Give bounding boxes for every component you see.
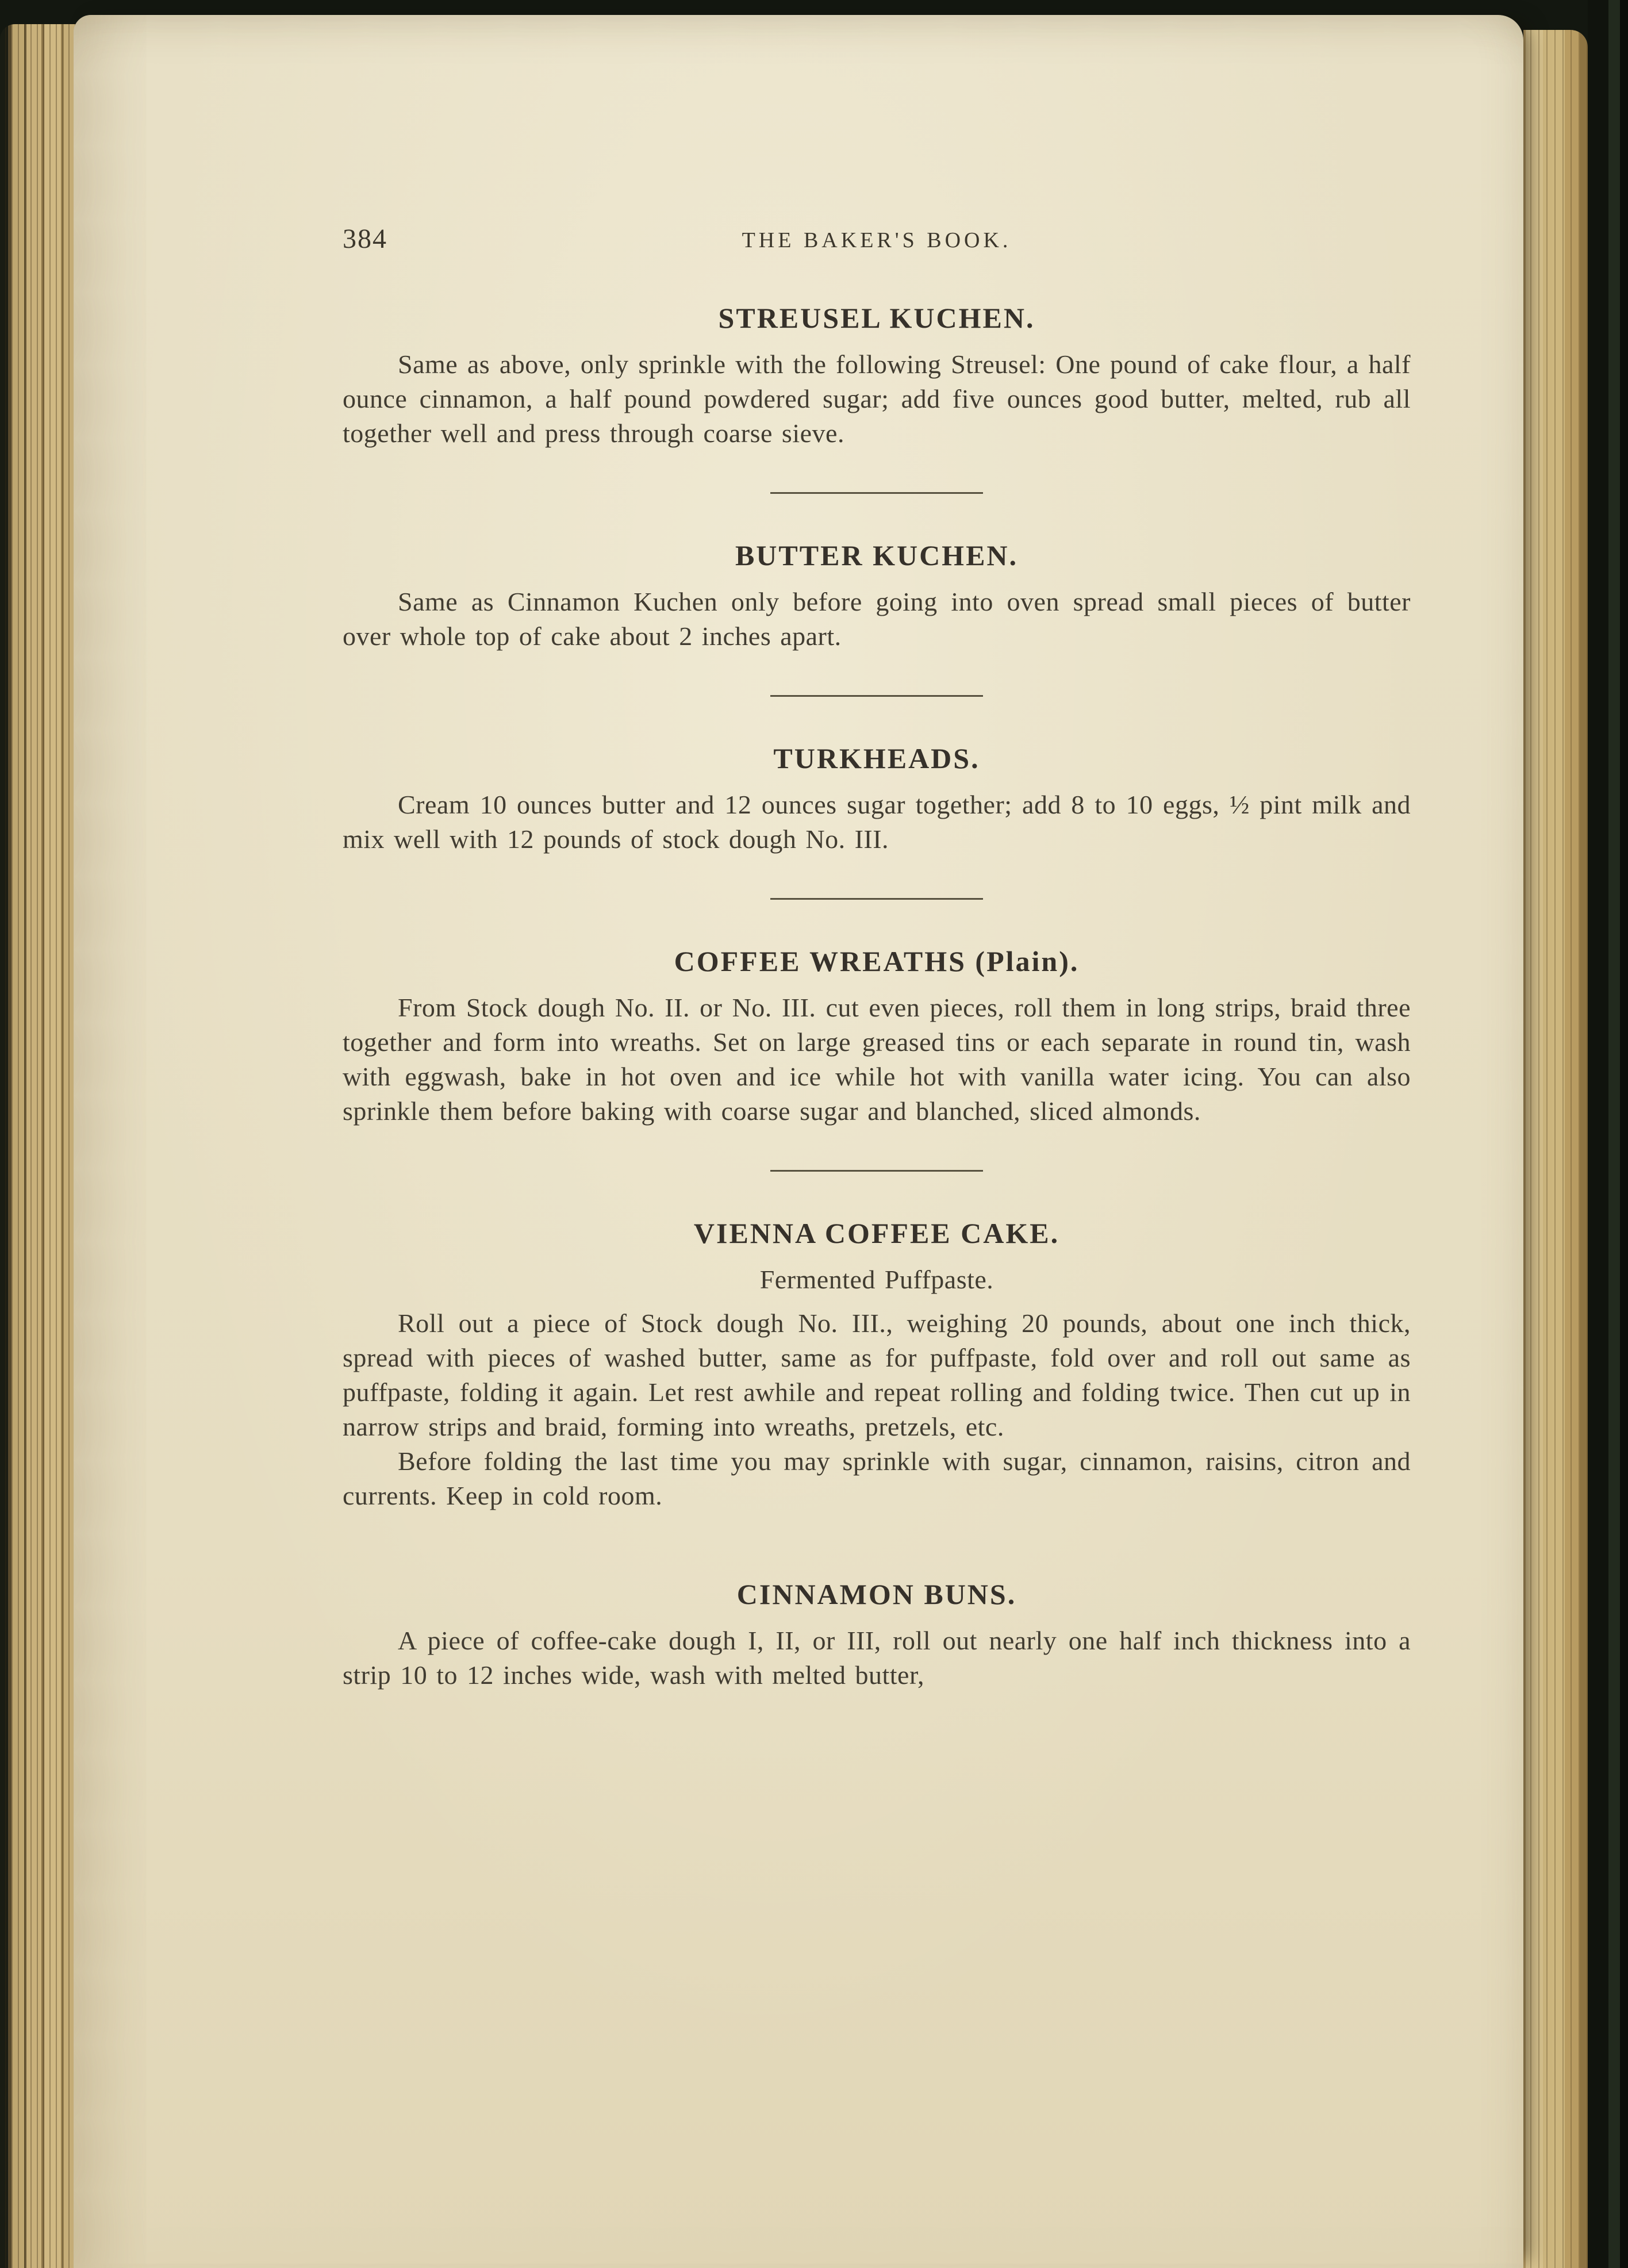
section-paragraph: A piece of coffee-cake dough I, II, or III, roll out nearly one half inch thickness into a strip 10 to 12 inches wide, wash with melted butter, xyxy=(343,1626,1411,1690)
section-paragraph: Same as above, only sprinkle with the following Streusel: One pound of cake flour, a half ounce cinnamon, a half pound powdered sugar; add five ounces good butter, melted, rub all together well and press through coarse sieve. xyxy=(343,350,1411,448)
section-divider xyxy=(770,1170,983,1172)
book-page xyxy=(74,15,1523,2268)
book-page-stack-right xyxy=(1523,30,1588,2268)
section-vienna-coffee-cake xyxy=(343,1216,1411,1513)
running-title: THE BAKER'S BOOK. xyxy=(742,228,1012,252)
section-paragraph: Cream 10 ounces butter and 12 ounces sugar together; add 8 to 10 eggs, ½ pint milk and mix well with 12 pounds of stock dough No. III. xyxy=(343,790,1411,854)
section-title: VIENNA COFFEE CAKE. xyxy=(693,1217,1060,1249)
section-coffee-wreaths xyxy=(343,945,1411,1129)
section-divider xyxy=(770,898,983,900)
section-subtitle: Fermented Puffpaste. xyxy=(759,1265,994,1294)
section-streusel-kuchen xyxy=(343,301,1411,451)
section-title: BUTTER KUCHEN. xyxy=(735,539,1019,571)
section-title: TURKHEADS. xyxy=(773,742,980,774)
section-paragraph: Same as Cinnamon Kuchen only before going into oven spread small pieces of butter over whole top of cake about 2 inches apart. xyxy=(343,587,1411,651)
section-divider xyxy=(770,492,983,494)
section-turkheads xyxy=(343,742,1411,857)
section-divider xyxy=(770,695,983,697)
section-paragraph: Roll out a piece of Stock dough No. III., weighing 20 pounds, about one inch thick, spread with pieces of washed butter, same as for puffpaste, fold over and roll out same as puffpaste, folding it again. Let rest awhile and repeat rolling and folding twice. Then cut up in narrow strips and braid, forming into wreaths, pretzels, etc. xyxy=(343,1308,1411,1441)
section-title: CINNAMON BUNS. xyxy=(736,1578,1017,1610)
section-butter-kuchen xyxy=(343,539,1411,654)
section-cinnamon-buns xyxy=(343,1578,1411,1693)
page-header xyxy=(343,223,1411,260)
section-paragraph: Before folding the last time you may sprinkle with sugar, cinnamon, raisins, citron and currents. Keep in cold room. xyxy=(343,1446,1411,1510)
book-cover-right xyxy=(1588,0,1628,2268)
section-title: STREUSEL KUCHEN. xyxy=(718,302,1035,334)
section-paragraph: From Stock dough No. II. or No. III. cut even pieces, roll them in long strips, braid three together and form into wreaths. Set on large greased tins or each separate in round tin, wash with eggwash, bake in hot oven and ice while hot with vanilla water icing. You can also sprinkle them before baking with coarse sugar and blanched, sliced almonds. xyxy=(343,993,1411,1126)
page-number: 384 xyxy=(343,224,387,254)
section-title: COFFEE WREATHS (Plain). xyxy=(674,945,1080,977)
